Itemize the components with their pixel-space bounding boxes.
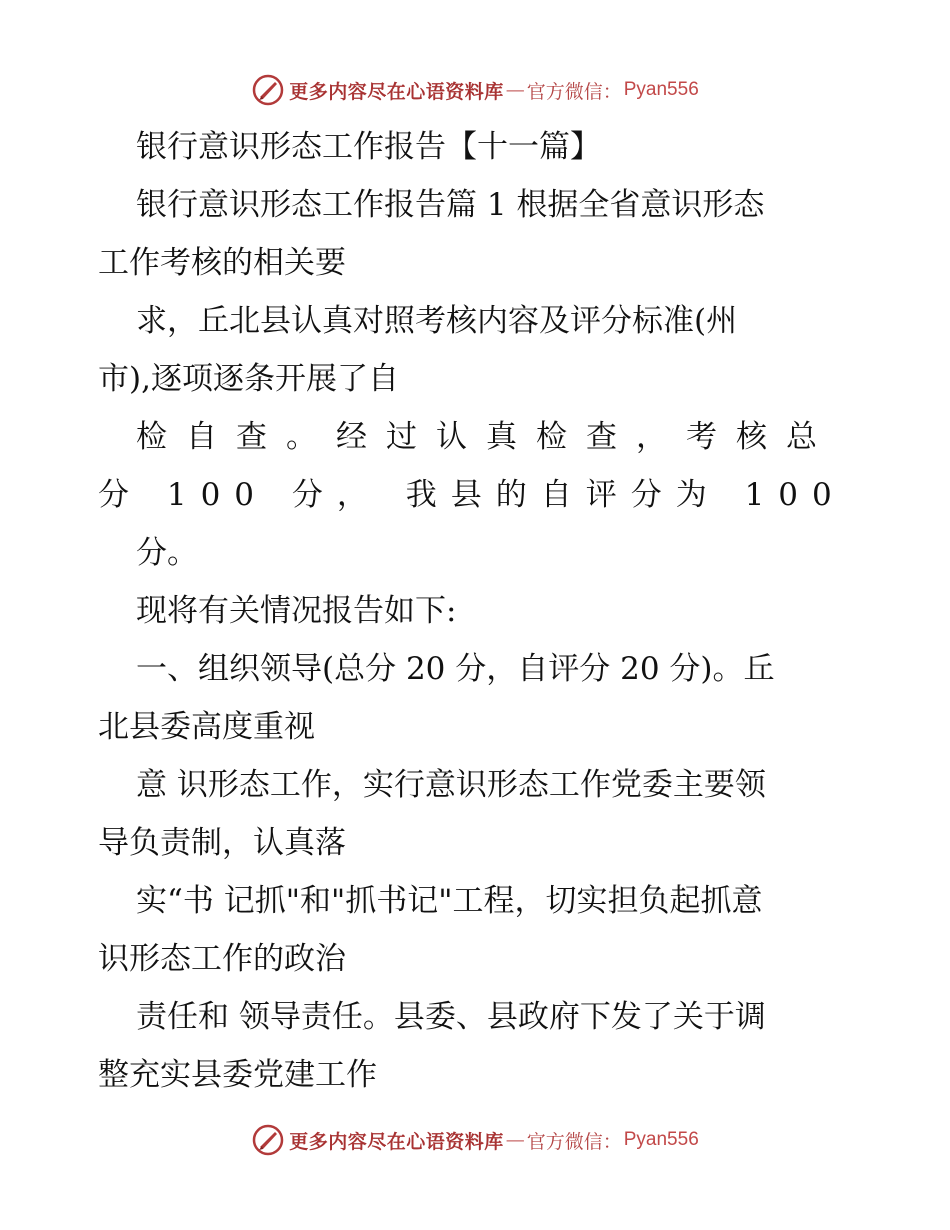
watermark-banner-top — [0, 70, 950, 110]
text-line: 现将有关情况报告如下: — [136, 593, 457, 629]
text-line: 市),逐项逐条开展了自 — [98, 361, 399, 397]
watermark-text: 更多内容尽在心语资料库 — [289, 80, 504, 103]
text-line: 整充实县委党建工作 — [98, 1057, 377, 1093]
text-line: 分。 — [136, 535, 198, 571]
text-line: 求，丘北县认真对照考核内容及评分标准(州 — [136, 303, 738, 339]
text-line: 北县委高度重视 — [98, 709, 315, 745]
watermark-separator: — — [505, 79, 525, 101]
document-body — [98, 118, 858, 1104]
quill-seal-icon — [251, 1123, 285, 1157]
watermark-banner-bottom — [0, 1120, 950, 1160]
text-line: 实“书 记抓"和"抓书记"工程，切实担负起抓意 — [136, 883, 763, 919]
document-title: 银行意识形态工作报告【十一篇】 — [136, 129, 601, 165]
text-line: 导负责制，认真落 — [98, 825, 346, 861]
text-line: 一、组织领导(总分 20 分，自评分 20 分)。丘 — [136, 651, 775, 687]
quill-seal-icon — [251, 73, 285, 107]
watermark-wechat-id: Pyan556 — [623, 79, 699, 100]
text-line: 银行意识形态工作报告篇 1 根据全省意识形态 — [136, 187, 765, 223]
text-line: 责任和 领导责任。县委、县政府下发了关于调 — [136, 999, 766, 1035]
text-line: 工作考核的相关要 — [98, 245, 346, 281]
text-line: 检自查。经过认真检查，考核总 — [136, 419, 836, 455]
text-line: 分 100 分， 我县的自评分为 100 — [98, 477, 846, 513]
watermark-wechat-id: Pyan556 — [623, 1129, 699, 1150]
text-line: 识形态工作的政治 — [98, 941, 346, 977]
watermark-text: 更多内容尽在心语资料库 — [289, 1130, 504, 1153]
watermark-separator: — — [505, 1129, 525, 1151]
watermark-label: 官方微信： — [526, 1130, 622, 1153]
text-line: 意 识形态工作，实行意识形态工作党委主要领 — [136, 767, 766, 803]
watermark-label: 官方微信： — [526, 80, 622, 103]
